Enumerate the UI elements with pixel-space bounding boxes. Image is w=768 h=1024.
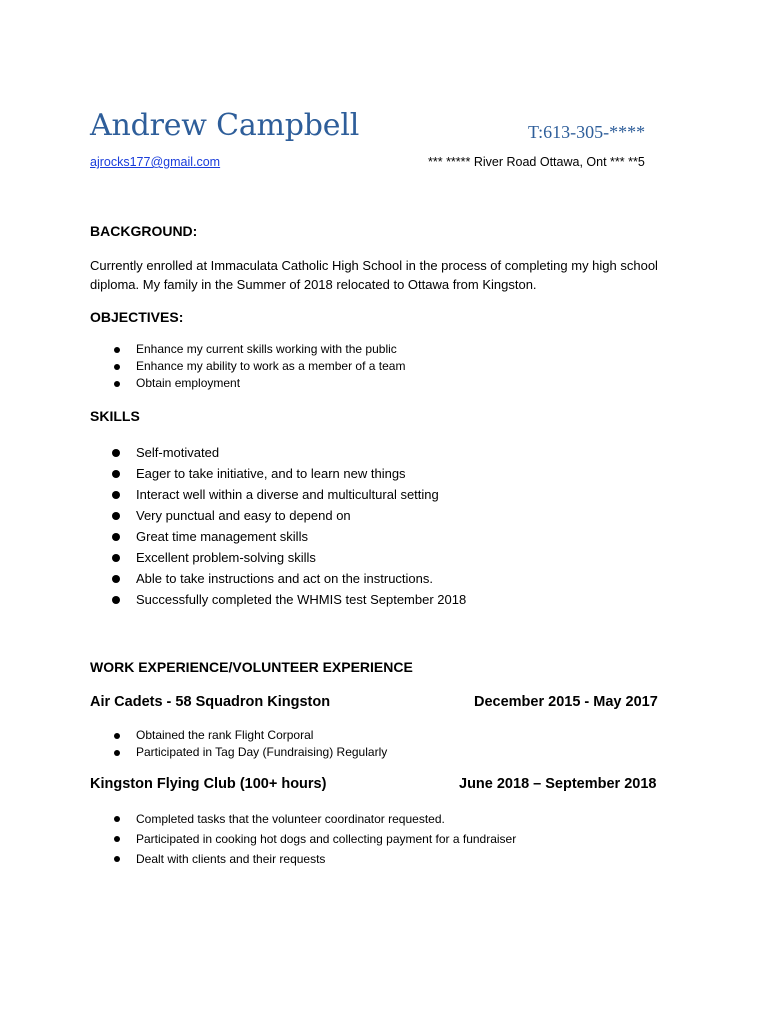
list-item: Obtain employment — [0, 375, 405, 392]
background-heading: BACKGROUND: — [90, 223, 198, 239]
skills-heading: SKILLS — [90, 408, 140, 424]
list-item: Successfully completed the WHMIS test September 2018 — [0, 589, 466, 610]
bullet-icon — [112, 491, 120, 499]
list-item: Obtained the rank Flight Corporal — [0, 727, 387, 744]
candidate-name: Andrew Campbell — [90, 108, 360, 143]
list-item: Self-motivated — [0, 442, 466, 463]
job-title: Air Cadets - 58 Squadron Kingston — [90, 694, 331, 710]
list-item: Completed tasks that the volunteer coordinator requested. — [0, 809, 516, 829]
list-item: Enhance my current skills working with the public — [0, 341, 405, 358]
job-dates: December 2015 - May 2017 — [474, 694, 658, 710]
job-title: Kingston Flying Club (100+ hours) — [90, 776, 327, 792]
job-duties-list — [0, 809, 516, 869]
job-duties-list — [0, 727, 387, 761]
list-item: Participated in Tag Day (Fundraising) Regularly — [0, 744, 387, 761]
bullet-icon — [112, 533, 120, 541]
bullet-icon — [114, 816, 120, 822]
background-text: Currently enrolled at Immaculata Catholic High School in the process of completing my high school diploma. My family in the Summer of 2018 relocated to Ottawa from Kingston. — [90, 258, 658, 292]
job-dates: June 2018 – September 2018 — [459, 776, 657, 792]
phone-number: T:613-305-**** — [528, 122, 646, 142]
bullet-icon — [114, 364, 120, 370]
bullet-icon — [114, 836, 120, 842]
bullet-icon — [112, 596, 120, 604]
list-item: Enhance my ability to work as a member of a team — [0, 358, 405, 375]
bullet-icon — [114, 856, 120, 862]
bullet-icon — [114, 347, 120, 353]
objectives-heading: OBJECTIVES: — [90, 309, 184, 325]
list-item: Interact well within a diverse and multicultural setting — [0, 484, 466, 505]
bullet-icon — [112, 512, 120, 520]
bullet-icon — [112, 449, 120, 457]
objectives-list — [0, 341, 405, 392]
list-item: Dealt with clients and their requests — [0, 849, 516, 869]
list-item: Great time management skills — [0, 526, 466, 547]
list-item: Very punctual and easy to depend on — [0, 505, 466, 526]
bullet-icon — [112, 470, 120, 478]
bullet-icon — [112, 575, 120, 583]
bullet-icon — [114, 733, 120, 739]
list-item: Able to take instructions and act on the instructions. — [0, 568, 466, 589]
bullet-icon — [112, 554, 120, 562]
list-item: Excellent problem-solving skills — [0, 547, 466, 568]
bullet-icon — [114, 381, 120, 387]
home-address: *** ***** River Road Ottawa, Ont *** **5 — [428, 155, 645, 169]
list-item: Participated in cooking hot dogs and collecting payment for a fundraiser — [0, 829, 516, 849]
experience-heading: WORK EXPERIENCE/VOLUNTEER EXPERIENCE — [90, 659, 413, 675]
email-link[interactable]: ajrocks177@gmail.com — [90, 155, 221, 169]
bullet-icon — [114, 750, 120, 756]
list-item: Eager to take initiative, and to learn new things — [0, 463, 466, 484]
skills-list — [0, 442, 466, 610]
